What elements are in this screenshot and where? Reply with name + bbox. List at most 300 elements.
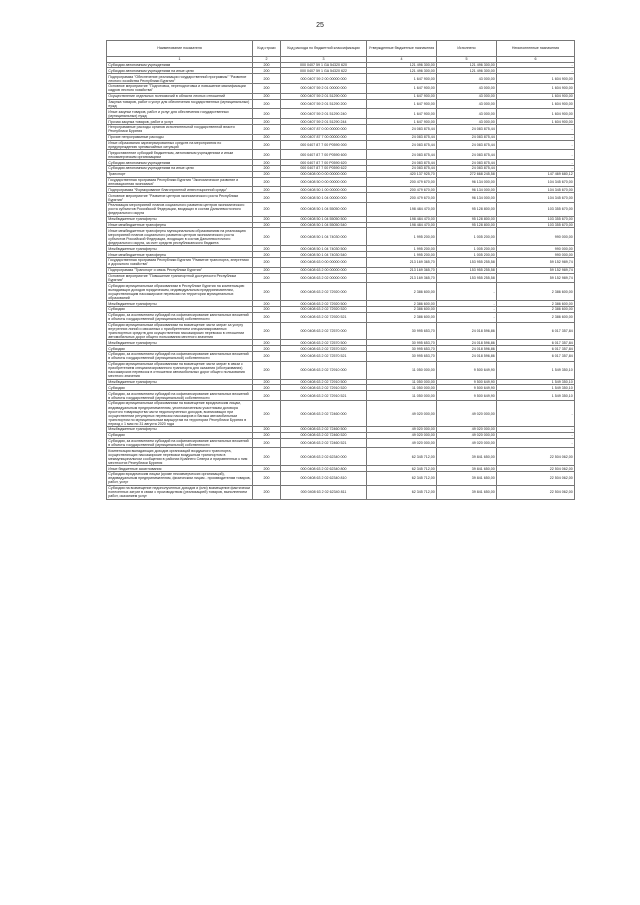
row-name: Субсидии муниципальным образованиям на возмещение юридическим лицам, индивидуальным предпринимателям, уполномоченным участникам договора простого товарищества части недополученных доходов, возникающих при осуществлении регулярных перевозок пассажиров и багажа автомобильным транспортом по муниципальным маршрутам на территории Республики Бурятия в период с 1 мая по 31 августа 2020 года <box>107 401 253 427</box>
row-executed: 9 500 649,90 <box>437 385 497 391</box>
row-remaining: 1 604 900,00 <box>497 119 575 125</box>
row-line-code: 200 <box>253 466 281 472</box>
row-approved: 2 386 600,00 <box>367 301 437 307</box>
table-row <box>107 228 575 246</box>
row-remaining: 103 355 670,00 <box>497 216 575 222</box>
row-line-code: 200 <box>253 379 281 385</box>
row-approved: 62 345 712,00 <box>367 448 437 466</box>
table-row <box>107 472 575 486</box>
table-row <box>107 177 575 187</box>
row-line-code: 200 <box>253 203 281 217</box>
row-name: Подпрограмма "Транспорт и связь Республики Бурятия" <box>107 267 253 273</box>
row-classification-code: 000 0407 59 2 01 51290 200 <box>281 99 367 109</box>
row-name: Государственная программа Республики Бурятия "Развитие транспорта, энергетики и дорожного хозяйства" <box>107 257 253 267</box>
row-name: Транспорт <box>107 171 253 177</box>
row-approved: 198 484 470,00 <box>367 216 437 222</box>
table-row <box>107 283 575 301</box>
row-remaining: 990 000,00 <box>497 228 575 246</box>
row-approved: 30 995 653,70 <box>367 322 437 340</box>
row-line-code: 200 <box>253 99 281 109</box>
row-classification-code: 000 0408 63 2 02 62340 811 <box>281 485 367 499</box>
row-remaining: 104 345 670,00 <box>497 187 575 193</box>
table-body <box>107 56 575 499</box>
row-classification-code: 000 0407 59 2 00 00000 000 <box>281 74 367 84</box>
row-classification-code: 000 0407 87 7 00 P0590 000 <box>281 140 367 150</box>
row-approved: 24 083 875,44 <box>367 134 437 140</box>
row-classification-code: 000 0408 63 2 02 72460 520 <box>281 432 367 438</box>
header-approved: Утвержденные бюджетные назначения <box>367 41 437 57</box>
table-row <box>107 273 575 283</box>
row-executed: 39 841 650,00 <box>437 485 497 499</box>
row-approved: 121 496 300,00 <box>367 62 437 68</box>
row-line-code: 200 <box>253 166 281 172</box>
row-executed: 49 020 000,00 <box>437 432 497 438</box>
row-remaining: 59 152 989,74 <box>497 267 575 273</box>
row-remaining: 2 386 600,00 <box>497 283 575 301</box>
row-executed: 24 018 596,86 <box>437 322 497 340</box>
row-remaining: - <box>497 160 575 166</box>
row-classification-code: 000 0408 50 1 00 00000 000 <box>281 187 367 193</box>
row-executed: 9 500 649,90 <box>437 361 497 379</box>
row-classification-code: 000 0407 87 7 00 P0590 620 <box>281 160 367 166</box>
row-classification-code: 000 0408 50 1 04 55050 500 <box>281 216 367 222</box>
row-classification-code: 000 0408 50 1 04 55050 000 <box>281 203 367 217</box>
row-name: Субсидии муниципальным образованиям на возмещение части затрат в связи с приобретением специализированного транспорта для оказания (обслуживания) пассажирских перевозок в отношении автомобильных дорог общего пользования местного значения <box>107 361 253 379</box>
row-line-code: 200 <box>253 283 281 301</box>
row-remaining: - <box>497 426 575 432</box>
row-executed: 1 005 200,00 <box>437 252 497 258</box>
row-approved: 11 050 000,00 <box>367 385 437 391</box>
row-executed: 95 128 800,00 <box>437 222 497 228</box>
row-line-code: 200 <box>253 125 281 135</box>
row-remaining: 59 152 989,74 <box>497 273 575 283</box>
row-remaining: - <box>497 401 575 427</box>
column-index: 3 <box>281 56 367 62</box>
table-row <box>107 150 575 160</box>
row-approved: 213 169 365,70 <box>367 267 437 273</box>
row-executed: 24 083 875,44 <box>437 140 497 150</box>
row-classification-code: 000 0407 59 1 GA 54320 620 <box>281 62 367 68</box>
row-approved: 49 020 000,00 <box>367 432 437 438</box>
row-remaining: - <box>497 438 575 448</box>
row-remaining: - <box>497 134 575 140</box>
row-classification-code: 000 0408 63 2 02 72570 520 <box>281 346 367 352</box>
row-name: Прочие непрограммные расходы <box>107 134 253 140</box>
row-executed: 39 841 650,00 <box>437 466 497 472</box>
table-row <box>107 193 575 203</box>
table-row <box>107 352 575 362</box>
row-classification-code: 000 0407 87 7 00 P0590 622 <box>281 166 367 172</box>
row-line-code: 200 <box>253 322 281 340</box>
row-line-code: 200 <box>253 109 281 119</box>
row-approved: 1 995 200,00 <box>367 252 437 258</box>
row-name: Закупка товаров, работ и услуг для обеспечения государственных (муниципальных) нужд <box>107 99 253 109</box>
row-line-code: 200 <box>253 177 281 187</box>
row-name: Субсидии, за исключением субсидий на софинансирование капитальных вложений в объекты государственной (муниципальной) собственности <box>107 438 253 448</box>
row-approved: 2 386 600,00 <box>367 306 437 312</box>
row-name: Предоставление субсидий бюджетным, автономным учреждениям и иным некоммерческим организациям <box>107 150 253 160</box>
row-line-code: 200 <box>253 340 281 346</box>
row-line-code: 200 <box>253 273 281 283</box>
column-index: 2 <box>253 56 281 62</box>
row-remaining: 147 469 680,12 <box>497 171 575 177</box>
row-approved: 213 169 365,70 <box>367 273 437 283</box>
row-name: Субсидии на возмещение недополученных доходов и (или) возмещение фактически понесенных затрат в связи с производством (реализацией) товаров, выполнением работ, оказанием услуг <box>107 485 253 499</box>
row-classification-code: 000 0407 59 2 01 51290 244 <box>281 119 367 125</box>
table-row <box>107 391 575 401</box>
row-classification-code: 000 0408 63 2 02 72910 500 <box>281 379 367 385</box>
row-approved: 62 345 712,00 <box>367 472 437 486</box>
row-approved: 200 479 670,00 <box>367 177 437 187</box>
row-approved: 24 083 875,44 <box>367 150 437 160</box>
row-executed: 9 500 649,90 <box>437 379 497 385</box>
row-approved: 420 137 925,70 <box>367 171 437 177</box>
row-executed: 24 018 596,86 <box>437 346 497 352</box>
row-executed: 96 134 000,00 <box>437 193 497 203</box>
row-classification-code: 000 0408 63 2 02 62340 810 <box>281 472 367 486</box>
row-classification-code: 000 0408 50 1 04 00000 000 <box>281 193 367 203</box>
row-remaining: 1 604 900,00 <box>497 74 575 84</box>
row-name: Субсидии муниципальным образованиям в Республике Бурятия на компенсацию выпадающих доходов юридическим, индивидуальным предпринимателям, осуществляющим пассажирские перевозки на территории муниципальных образований <box>107 283 253 301</box>
column-index: 1 <box>107 56 253 62</box>
row-name: Основное мероприятие "Повышение транспортной доступности Республики Бурятия" <box>107 273 253 283</box>
row-name: Субсидии автономным учреждениям <box>107 160 253 166</box>
row-classification-code: 000 0408 63 2 02 72570 521 <box>281 352 367 362</box>
row-line-code: 200 <box>253 193 281 203</box>
row-remaining: 1 549 350,10 <box>497 361 575 379</box>
row-executed: 24 083 875,44 <box>437 150 497 160</box>
row-name: Основное мероприятие "Развитие центров экономического роста Республики Бурятия" <box>107 193 253 203</box>
row-executed: 96 134 000,00 <box>437 187 497 193</box>
row-executed: 96 134 000,00 <box>437 177 497 187</box>
row-executed: 95 128 800,00 <box>437 216 497 222</box>
row-line-code: 200 <box>253 252 281 258</box>
row-executed: 121 496 300,00 <box>437 62 497 68</box>
row-remaining: 1 604 900,00 <box>497 93 575 99</box>
row-remaining: 6 017 357,84 <box>497 340 575 346</box>
row-classification-code: 000 0407 59 2 01 51290 000 <box>281 93 367 99</box>
row-approved: 30 995 653,70 <box>367 340 437 346</box>
row-remaining: 103 355 670,00 <box>497 203 575 217</box>
row-name: Иные бюджетные ассигнования <box>107 466 253 472</box>
row-executed: 24 018 596,86 <box>437 340 497 346</box>
row-line-code: 200 <box>253 485 281 499</box>
table-row <box>107 203 575 217</box>
table-row <box>107 74 575 84</box>
row-name: Прочая закупка товаров, работ и услуг <box>107 119 253 125</box>
row-executed: 49 020 000,00 <box>437 401 497 427</box>
row-line-code: 200 <box>253 361 281 379</box>
row-approved: 200 479 670,00 <box>367 193 437 203</box>
row-approved: 1 647 900,00 <box>367 119 437 125</box>
row-approved: 1 647 900,00 <box>367 83 437 93</box>
table-row <box>107 140 575 150</box>
row-classification-code: 000 0407 87 7 00 P0590 600 <box>281 150 367 160</box>
row-name: Непрограммные расходы органов исполнительной государственной власти Республики Бурятия <box>107 125 253 135</box>
header-remaining: Неисполненные назначения <box>497 41 575 57</box>
row-name: Иные закупки товаров, работ и услуг для обеспечения государственных (муниципальных) нужд <box>107 109 253 119</box>
row-executed: 24 083 875,44 <box>437 125 497 135</box>
row-name: Государственная программа Республики Бурятия "Экономическое развитие и инновационная экономика" <box>107 177 253 187</box>
row-approved: 213 169 365,70 <box>367 257 437 267</box>
row-executed: 153 955 255,58 <box>437 257 497 267</box>
row-approved: 24 083 875,44 <box>367 166 437 172</box>
row-classification-code: 000 0408 50 1 04 74030 540 <box>281 252 367 258</box>
row-approved: 24 083 875,44 <box>367 140 437 150</box>
row-approved: 200 479 670,00 <box>367 187 437 193</box>
row-remaining: 2 386 600,00 <box>497 301 575 307</box>
row-executed: 39 841 650,00 <box>437 472 497 486</box>
row-remaining: 1 549 350,10 <box>497 391 575 401</box>
row-classification-code: 000 0408 00 0 00 00000 000 <box>281 171 367 177</box>
row-executed: 43 000,00 <box>437 109 497 119</box>
row-executed: 1 005 200,00 <box>437 246 497 252</box>
row-remaining: 1 604 900,00 <box>497 109 575 119</box>
table-row <box>107 257 575 267</box>
row-classification-code: 000 0408 63 2 00 00000 000 <box>281 267 367 273</box>
row-approved: 62 345 712,00 <box>367 485 437 499</box>
row-name: Межбюджетные трансферты <box>107 216 253 222</box>
row-name: Иные межбюджетные трансферты <box>107 252 253 258</box>
row-remaining: 990 000,00 <box>497 246 575 252</box>
row-remaining: 6 017 357,84 <box>497 352 575 362</box>
row-name: Компенсация выпадающих доходов организаций воздушного транспорта, осуществляющих пассажирские перевозки воздушным транспортом в межмуниципальном сообщении в районах Крайнего Севера и приравненных к ним местностях Республики Бурятия <box>107 448 253 466</box>
row-executed: 121 496 300,00 <box>437 68 497 74</box>
row-approved: 198 484 470,00 <box>367 222 437 228</box>
row-executed: 49 020 000,00 <box>437 426 497 432</box>
row-classification-code: 000 0408 63 2 02 72570 000 <box>281 322 367 340</box>
row-approved: 2 386 600,00 <box>367 283 437 301</box>
row-classification-code: 000 0407 59 1 GA 54320 622 <box>281 68 367 74</box>
row-line-code: 200 <box>253 426 281 432</box>
row-executed: 49 020 000,00 <box>437 438 497 448</box>
table-header-row <box>107 41 575 57</box>
row-classification-code: 000 0407 59 2 01 51290 240 <box>281 109 367 119</box>
row-remaining: - <box>497 140 575 150</box>
row-classification-code: 000 0408 63 2 02 72920 520 <box>281 306 367 312</box>
table-row <box>107 312 575 322</box>
row-name: Иные межбюджетные трансферты <box>107 222 253 228</box>
row-remaining: - <box>497 62 575 68</box>
row-remaining: 2 386 600,00 <box>497 306 575 312</box>
row-name: Субсидии <box>107 385 253 391</box>
row-approved: 1 647 900,00 <box>367 93 437 99</box>
page-number: 25 <box>316 22 324 29</box>
header-name: Наименование показателя <box>107 41 253 57</box>
table-row <box>107 485 575 499</box>
row-approved: 24 083 875,44 <box>367 125 437 135</box>
row-executed: 95 128 800,00 <box>437 203 497 217</box>
header-classification-code: Код расхода по бюджетной классификации <box>281 41 367 57</box>
row-remaining: 6 017 357,84 <box>497 346 575 352</box>
row-executed: 39 841 650,00 <box>437 448 497 466</box>
row-name: Субсидии автономным учреждениям на иные цели <box>107 166 253 172</box>
row-line-code: 200 <box>253 401 281 427</box>
row-remaining: 103 355 670,00 <box>497 222 575 228</box>
row-executed: 24 083 875,44 <box>437 160 497 166</box>
row-classification-code: 000 0408 50 1 04 74030 000 <box>281 228 367 246</box>
row-remaining: 22 504 062,00 <box>497 485 575 499</box>
row-line-code: 200 <box>253 267 281 273</box>
row-approved: 1 995 200,00 <box>367 246 437 252</box>
header-line-code: Код строки <box>253 41 281 57</box>
row-remaining: - <box>497 150 575 160</box>
row-name: Субсидии автономным учреждениям <box>107 62 253 68</box>
row-line-code: 200 <box>253 312 281 322</box>
row-classification-code: 000 0408 63 2 02 72920 500 <box>281 301 367 307</box>
table-row <box>107 361 575 379</box>
column-index: 5 <box>437 56 497 62</box>
row-classification-code: 000 0408 63 2 02 72920 000 <box>281 283 367 301</box>
row-line-code: 200 <box>253 432 281 438</box>
row-line-code: 200 <box>253 448 281 466</box>
budget-execution-table <box>106 40 575 500</box>
row-approved: 62 345 712,00 <box>367 466 437 472</box>
row-classification-code: 000 0408 63 2 02 62340 800 <box>281 466 367 472</box>
row-line-code: 200 <box>253 171 281 177</box>
row-name: Межбюджетные трансферты <box>107 301 253 307</box>
row-remaining: - <box>497 125 575 135</box>
row-remaining: 22 504 062,00 <box>497 448 575 466</box>
row-classification-code: 000 0408 63 2 02 72910 000 <box>281 361 367 379</box>
column-index: 4 <box>367 56 437 62</box>
row-executed: - <box>437 306 497 312</box>
table-row <box>107 438 575 448</box>
row-name: Межбюджетные трансферты <box>107 340 253 346</box>
row-executed: 43 000,00 <box>437 93 497 99</box>
row-line-code: 200 <box>253 346 281 352</box>
row-name: Субсидии <box>107 306 253 312</box>
row-line-code: 200 <box>253 306 281 312</box>
row-classification-code: 000 0408 63 2 02 00000 000 <box>281 273 367 283</box>
row-name: Подпрограмма "Обеспечение реализации государственной программы" "Развитие лесного хозяйства Республики Бурятия" <box>107 74 253 84</box>
row-line-code: 200 <box>253 150 281 160</box>
row-approved: 121 496 300,00 <box>367 68 437 74</box>
row-approved: 11 050 000,00 <box>367 379 437 385</box>
row-executed: 24 083 875,44 <box>437 134 497 140</box>
row-approved: 24 083 875,44 <box>367 160 437 166</box>
row-executed: 43 000,00 <box>437 83 497 93</box>
row-classification-code: 000 0408 50 1 04 55050 540 <box>281 222 367 228</box>
row-name: Субсидии юридическим лицам (кроме некоммерческих организаций), индивидуальным предпринимателям, физическим лицам - производителям товаров, работ, услуг <box>108 472 251 485</box>
row-name: Иные межбюджетные трансферты муниципальным образованиям на реализацию мероприятий планов социального развития центров экономического роста субъектов Российской Федерации, входящих в состав Дальневосточного федерального округа, за счет средств республиканского бюджета <box>107 228 253 246</box>
row-classification-code: 000 0408 50 1 04 74030 500 <box>281 246 367 252</box>
row-line-code: 200 <box>253 385 281 391</box>
row-line-code: 200 <box>253 140 281 150</box>
row-executed: 1 005 200,00 <box>437 228 497 246</box>
row-classification-code: 000 0408 63 2 02 72910 520 <box>281 385 367 391</box>
row-line-code: 200 <box>253 160 281 166</box>
row-approved: 11 050 000,00 <box>367 361 437 379</box>
row-remaining: 2 386 600,00 <box>497 312 575 322</box>
row-line-code: 200 <box>253 438 281 448</box>
row-name: Субсидии <box>107 346 253 352</box>
table-row <box>107 322 575 340</box>
row-name: Подпрограмма "Формирование благоприятной инвестиционной среды" <box>107 187 253 193</box>
row-remaining: 1 549 350,10 <box>497 385 575 391</box>
row-executed: 153 955 255,58 <box>437 267 497 273</box>
row-line-code: 200 <box>253 74 281 84</box>
row-executed: 43 000,00 <box>437 99 497 109</box>
row-name: Межбюджетные трансферты <box>107 379 253 385</box>
row-classification-code: 000 0408 63 2 02 72460 500 <box>281 426 367 432</box>
row-executed: 153 955 255,58 <box>437 273 497 283</box>
row-line-code: 200 <box>253 222 281 228</box>
row-line-code: 200 <box>253 257 281 267</box>
row-approved: 1 647 900,00 <box>367 109 437 119</box>
row-classification-code: 000 0407 87 0 00 00000 000 <box>281 125 367 135</box>
row-classification-code: 000 0407 59 2 01 00000 000 <box>281 83 367 93</box>
row-name: Иные образования зарезервированных средств на мероприятия по предупреждению чрезвычайных ситуаций <box>107 140 253 150</box>
row-executed: - <box>437 283 497 301</box>
row-line-code: 200 <box>253 472 281 486</box>
row-line-code: 200 <box>253 119 281 125</box>
row-executed: 43 000,00 <box>437 74 497 84</box>
table-row <box>107 125 575 135</box>
row-approved: 49 020 000,00 <box>367 438 437 448</box>
row-executed: 24 018 596,86 <box>437 352 497 362</box>
row-approved: 30 995 653,70 <box>367 346 437 352</box>
row-name: Межбюджетные трансферты <box>107 426 253 432</box>
row-approved: 11 050 000,00 <box>367 391 437 401</box>
row-approved: 1 647 900,00 <box>367 74 437 84</box>
row-line-code: 200 <box>253 216 281 222</box>
row-classification-code: 000 0408 50 0 00 00000 000 <box>281 177 367 187</box>
row-classification-code: 000 0408 63 2 02 72920 521 <box>281 312 367 322</box>
row-name: Основное мероприятие "Подготовка, переподготовка и повышение квалификации кадров лесного хозяйства" <box>107 83 253 93</box>
row-classification-code: 000 0408 63 0 00 00000 000 <box>281 257 367 267</box>
row-executed: - <box>437 301 497 307</box>
row-remaining: 1 604 900,00 <box>497 83 575 93</box>
table-row <box>107 448 575 466</box>
row-remaining: 1 604 900,00 <box>497 99 575 109</box>
row-classification-code: 000 0407 87 7 00 00000 000 <box>281 134 367 140</box>
table-row <box>107 83 575 93</box>
row-line-code: 200 <box>253 187 281 193</box>
row-classification-code: 000 0408 63 2 02 72570 500 <box>281 340 367 346</box>
header-executed: Исполнено <box>437 41 497 57</box>
row-executed: 43 000,00 <box>437 119 497 125</box>
row-remaining: 990 000,00 <box>497 252 575 258</box>
row-remaining: 59 152 989,74 <box>497 257 575 267</box>
row-approved: 1 647 900,00 <box>367 99 437 109</box>
row-approved: 198 484 470,00 <box>367 203 437 217</box>
row-line-code: 200 <box>253 301 281 307</box>
row-name: Межбюджетные трансферты <box>107 246 253 252</box>
row-name: Субсидии муниципальным образованиям на возмещение части затрат за услугу внутренних линий и связанных с приобретением специализированных транспортных средств для осуществления пассажирских перевозок в отношении автомобильных дорог общего пользования местного значения <box>107 322 253 340</box>
row-name: Субсидии автономным учреждениям на иные цели <box>107 68 253 74</box>
row-classification-code: 000 0408 63 2 02 72910 521 <box>281 391 367 401</box>
row-line-code: 200 <box>253 228 281 246</box>
row-remaining: 104 345 670,00 <box>497 193 575 203</box>
row-classification-code: 000 0408 63 2 02 72460 000 <box>281 401 367 427</box>
row-name: Субсидии, за исключением субсидий на софинансирование капитальных вложений в объекты государственной (муниципальной) собственности <box>107 391 253 401</box>
row-remaining: - <box>497 68 575 74</box>
row-executed: 9 500 649,90 <box>437 391 497 401</box>
row-line-code: 200 <box>253 391 281 401</box>
table-row <box>107 99 575 109</box>
row-executed: 24 083 875,44 <box>437 166 497 172</box>
row-line-code: 200 <box>253 93 281 99</box>
row-approved: 2 386 600,00 <box>367 312 437 322</box>
table-row <box>107 401 575 427</box>
row-approved: 1 995 200,00 <box>367 228 437 246</box>
row-remaining: 6 017 357,84 <box>497 322 575 340</box>
row-remaining: 1 549 350,10 <box>497 379 575 385</box>
row-remaining: 104 345 670,00 <box>497 177 575 187</box>
row-classification-code: 000 0408 63 2 02 62340 000 <box>281 448 367 466</box>
row-approved: 49 020 000,00 <box>367 426 437 432</box>
